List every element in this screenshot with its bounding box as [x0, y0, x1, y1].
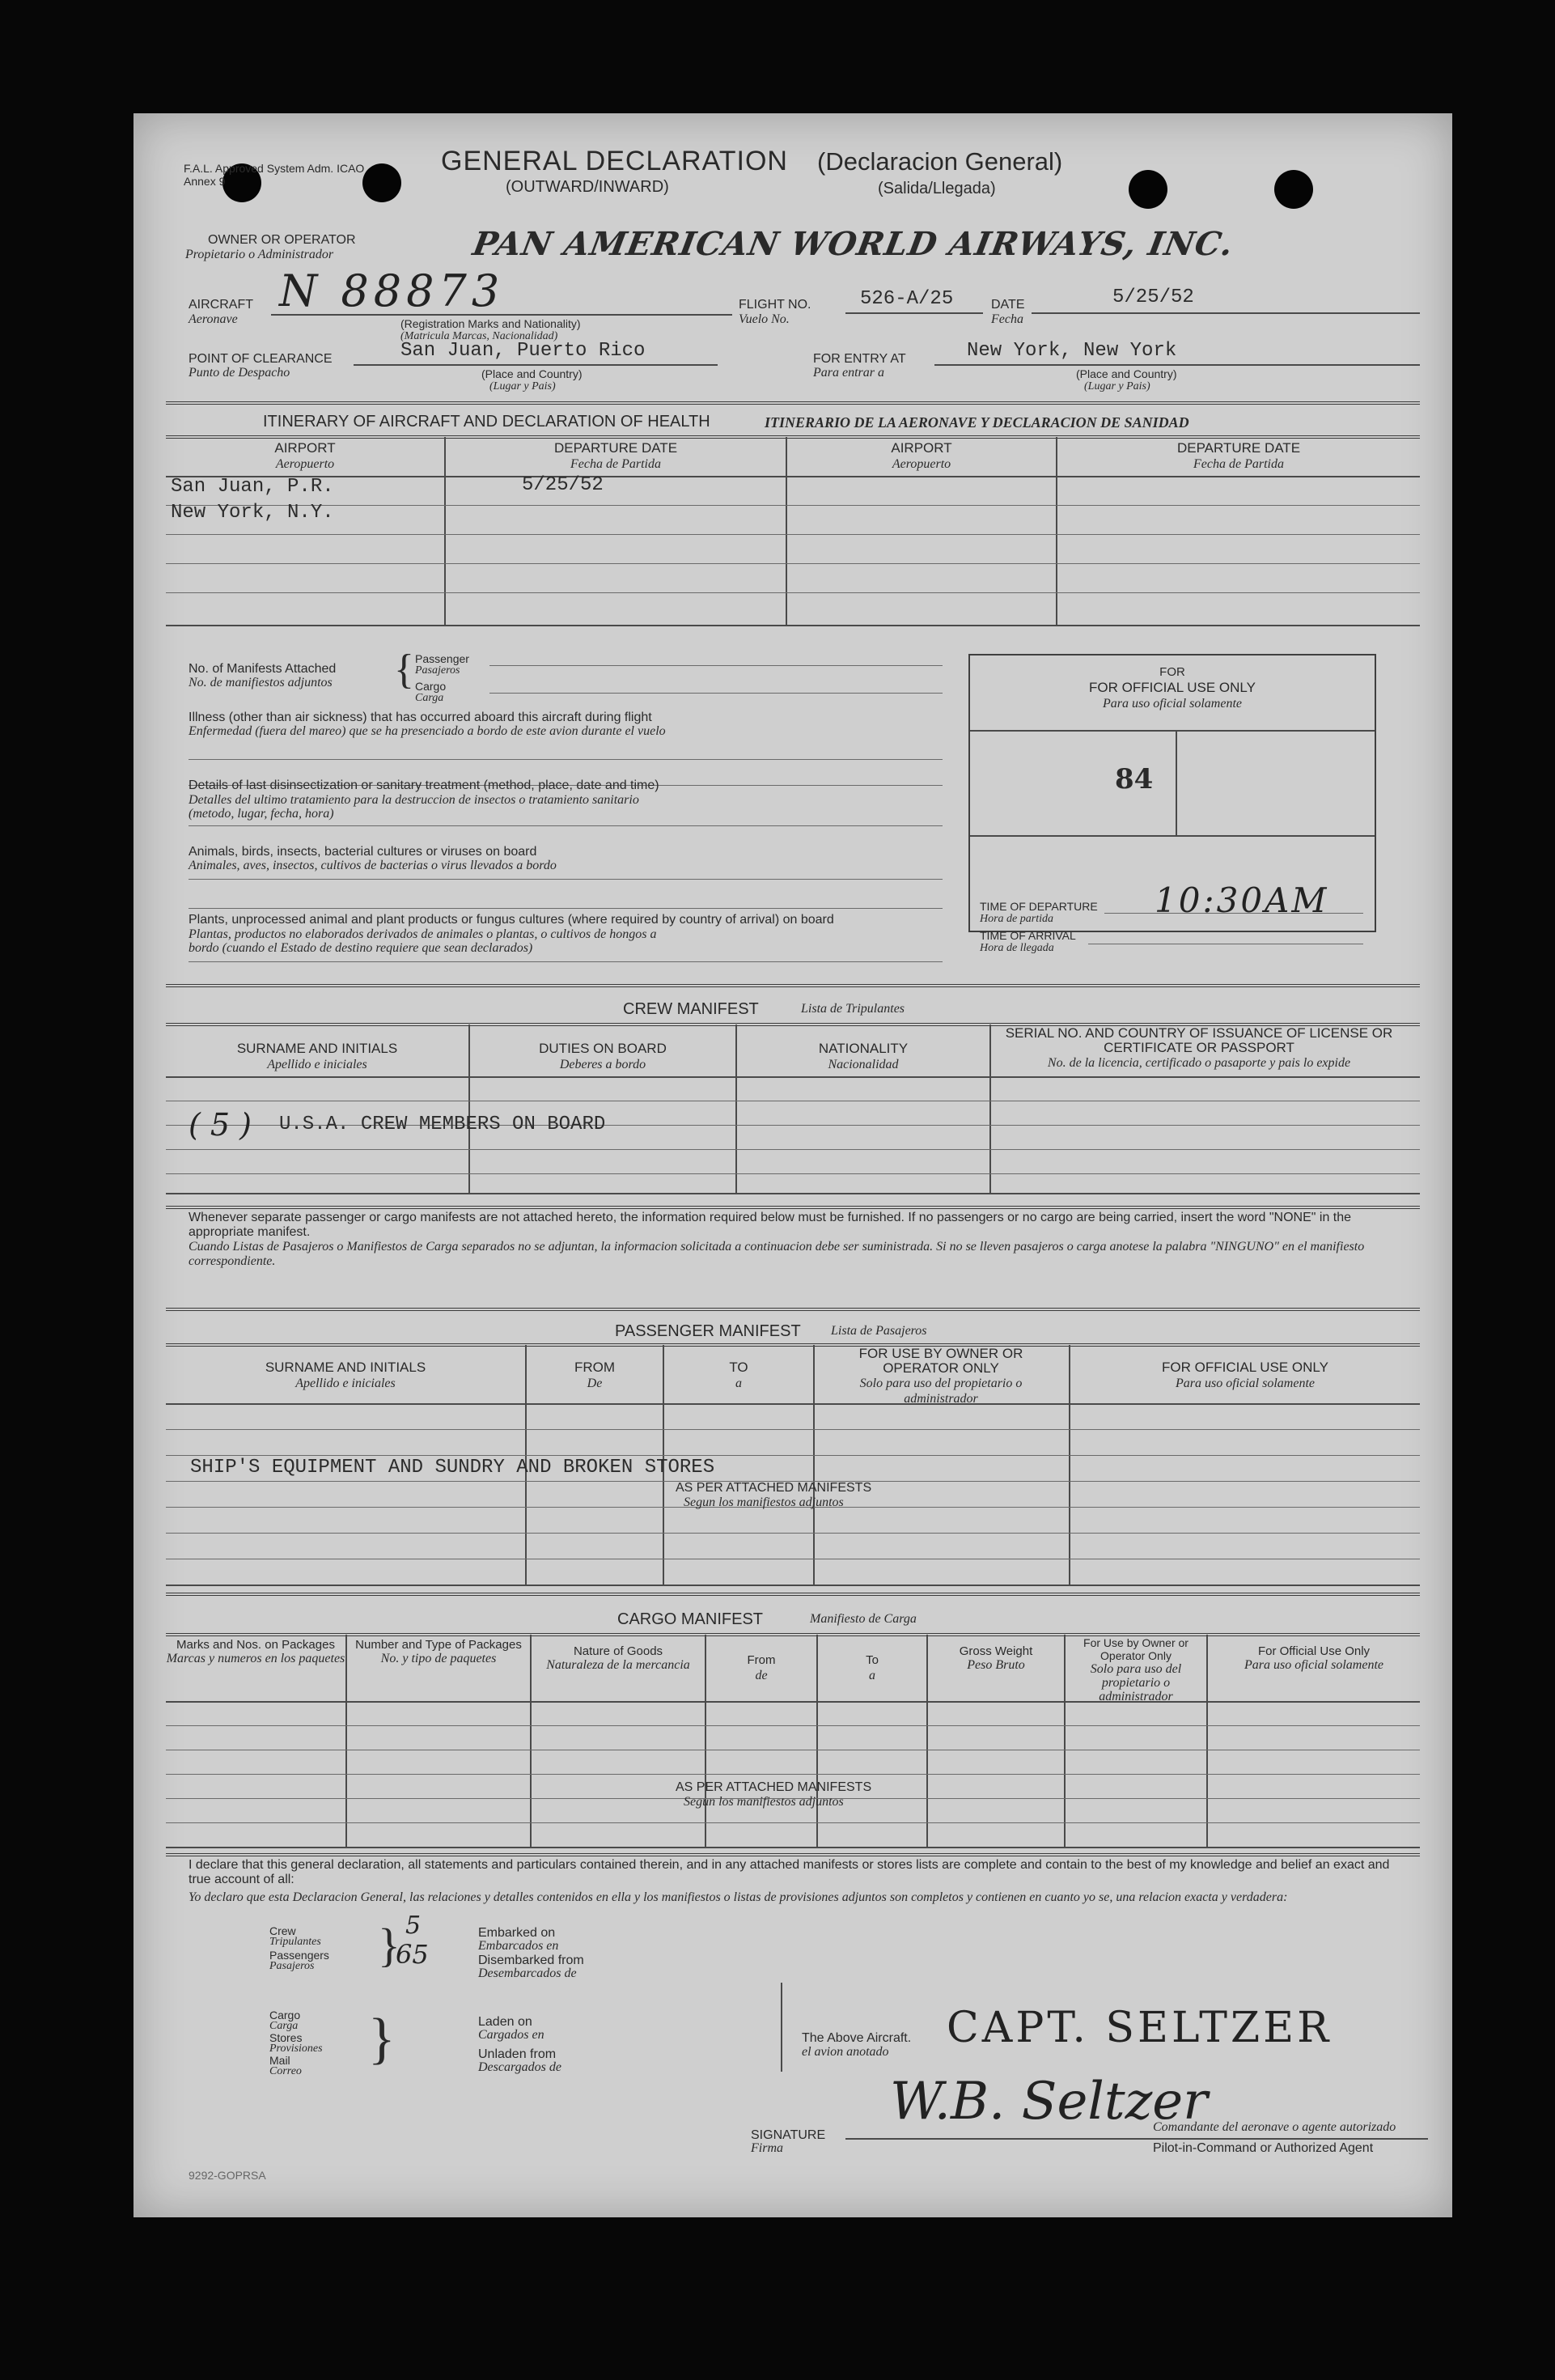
mail-label: Mail [269, 2054, 290, 2067]
passenger-col-from: FROM De [574, 1360, 616, 1390]
declaration-es: Yo declaro que esta Declaracion General, las relaciones y detalles contenidos en ella y los manifiestos o listas de provisiones adjuntos son completos y contienen en cuanto yo se, una relacion exacta y verdadera: [189, 1890, 1288, 1904]
operator-label: OWNER OR OPERATOR [208, 233, 356, 247]
passenger-col-official: FOR OFFICIAL USE ONLY Para uso oficial solamente [1162, 1360, 1328, 1390]
signature-label: SIGNATURE [751, 2128, 826, 2142]
cargo-col-marks: Marks and Nos. on Packages Marcas y numeros en los paquetes [166, 1638, 345, 1665]
disembarked-label-es: Desembarcados de [478, 1966, 577, 1980]
cargo-title: CARGO MANIFEST [617, 1610, 764, 1628]
cargo-col-packages: Number and Type of Packages No. y tipo de paquetes [355, 1638, 522, 1665]
itinerary-col-airport-2: AIRPORT Aeropuerto [891, 440, 952, 471]
flight-label: FLIGHT NO. [739, 298, 811, 312]
itinerary-col-date-1: DEPARTURE DATE Fecha de Partida [553, 440, 678, 471]
passenger-col-name: SURNAME AND INITIALS Apellido e iniciales [265, 1360, 426, 1390]
mail-label-es: Correo [269, 2065, 302, 2077]
stores-label: Stores [269, 2031, 303, 2044]
cargo-attached: AS PER ATTACHED MANIFESTS [676, 1780, 872, 1794]
passengers-decl-label-es: Pasajeros [269, 1960, 315, 1972]
itinerary-col-date-2: DEPARTURE DATE Fecha de Partida [1176, 440, 1301, 471]
cargo-attached-es: Segun los manifiestos adjuntos [684, 1795, 844, 1809]
cargo-col-owner: For Use by Owner or Operator Only Solo para uso del propietario o administrador [1083, 1636, 1188, 1703]
passenger-entry: SHIP'S EQUIPMENT AND SUNDRY AND BROKEN STORES [190, 1457, 715, 1478]
passenger-col-owner: FOR USE BY OWNER OR OPERATOR ONLY Solo para uso del propietario o administrador [858, 1346, 1023, 1406]
clearance-label-es: Punto de Despacho [189, 366, 290, 380]
passenger-title-es: Lista de Pasajeros [831, 1324, 927, 1338]
clearance-value: San Juan, Puerto Rico [400, 340, 646, 362]
commander-label: Pilot-in-Command or Authorized Agent [1153, 2141, 1374, 2155]
form-subtitle: (OUTWARD/INWARD) [506, 178, 669, 196]
manifests-label-es: No. de manifiestos adjuntos [189, 676, 333, 689]
passenger-col-to: TO a [729, 1360, 748, 1390]
crew-entry: U.S.A. CREW MEMBERS ON BOARD [279, 1114, 606, 1135]
animals-label: Animals, birds, insects, bacterial cultures or viruses on board [189, 845, 537, 859]
cargo-col-goods: Nature of Goods Naturaleza de la mercancia [546, 1644, 690, 1672]
aircraft-label-es: Aeronave [189, 312, 238, 326]
aircraft-sub: (Registration Marks and Nationality) [400, 317, 581, 330]
entry-sub-es: (Lugar y Pais) [1084, 380, 1150, 392]
aircraft-registration: N 88873 [279, 265, 505, 316]
manifests-label: No. of Manifests Attached [189, 662, 337, 676]
signature: W.B. Seltzer [890, 2072, 1208, 2132]
unladen-label: Unladen from [478, 2047, 557, 2061]
form-number: 9292-GOPRSA [189, 2169, 266, 2182]
crew-col-name: SURNAME AND INITIALS Apellido e iniciales [236, 1041, 398, 1071]
cargo-title-es: Manifiesto de Carga [810, 1612, 917, 1626]
animals-label-es: Animales, aves, insectos, cultivos de bacterias o virus llevados a bordo [189, 859, 557, 872]
illness-label-es: Enfermedad (fuera del mareo) que se ha presenciado a bordo de este avion durante el vuelo [189, 724, 666, 738]
crew-label: Crew [269, 1924, 296, 1937]
cargo-label: Cargo [415, 680, 447, 693]
departure-time-label-es: Hora de partida [980, 913, 1053, 925]
form-title: GENERAL DECLARATION [441, 146, 788, 176]
entry-label: FOR ENTRY AT [813, 352, 906, 366]
commander-label-es: Comandante del aeronave o agente autorizado [1153, 2120, 1396, 2134]
cargo-col-to: To a [866, 1653, 879, 1682]
captain-name: CAPT. SELTZER [947, 2004, 1333, 2052]
entry-label-es: Para entrar a [813, 366, 884, 380]
itinerary-title-es: ITINERARIO DE LA AERONAVE Y DECLARACION DE SANIDAD [765, 414, 1189, 431]
disembarked-label: Disembarked from [478, 1954, 584, 1967]
crew-col-nationality: NATIONALITY Nacionalidad [818, 1041, 909, 1071]
itinerary-airport-2: New York, N.Y. [171, 502, 334, 524]
date-label-es: Fecha [991, 312, 1023, 326]
embarked-label: Embarked on [478, 1926, 556, 1940]
embarked-label-es: Embarcados en [478, 1939, 559, 1953]
declaration-en: I declare that this general declaration, all statements and particulars contained therein, and in any attached manifests or stores lists are complete and contain to the best of my knowledge and belief an exact and true account of all: [189, 1858, 1390, 1886]
form-subtitle-es: (Salida/Llegada) [878, 180, 996, 197]
plants-label-es: Plantas, productos no elaborados derivados de animales o plantas, o cultivos de hongos a [189, 927, 657, 941]
crew-label-es: Tripulantes [269, 1936, 321, 1948]
punch-hole [1129, 170, 1167, 209]
flight-number: 526-A/25 [860, 288, 954, 310]
notice-en: Whenever separate passenger or cargo manifests are not attached hereto, the information required below must be furnished. If no passengers or no cargo are being carried, insert the word "NONE" in the appropriate manifest. [189, 1211, 1352, 1239]
plants-label-es2: bordo (cuando el Estado de destino requiere que sean declarados) [189, 941, 533, 955]
cargo-col-official: For Official Use Only Para uso oficial solamente [1244, 1644, 1383, 1672]
clearance-sub: (Place and Country) [481, 367, 583, 380]
disinsect-label-es: Detalles del ultimo tratamiento para la destruccion de insectos o tratamiento sanitario [189, 793, 639, 807]
form-title-es: (Declaracion General) [817, 147, 1063, 176]
signature-label-es: Firma [751, 2141, 783, 2155]
stores-label-es: Provisiones [269, 2043, 323, 2055]
cargo-decl-label: Cargo [269, 2009, 301, 2022]
passenger-attached: AS PER ATTACHED MANIFESTS [676, 1481, 872, 1495]
aircraft-decl-label: The Above Aircraft. [802, 2031, 912, 2045]
date-value: 5/25/52 [1112, 286, 1194, 308]
date-label: DATE [991, 298, 1025, 312]
operator-name: PAN AMERICAN WORLD AIRWAYS, INC. [469, 225, 1237, 263]
punch-hole [1274, 170, 1313, 209]
passengers-label-es: Pasajeros [415, 664, 460, 677]
crew-decl-value: 5 [405, 1911, 422, 1940]
regulation-note: F.A.L. Approved System Adm. ICAO Annex 9 [184, 162, 365, 188]
crew-col-duties: DUTIES ON BOARD Deberes a bordo [539, 1041, 667, 1071]
departure-time-label: TIME OF DEPARTURE [980, 900, 1098, 913]
official-use-title: FOR FOR OFFICIAL USE ONLY Para uso oficial solamente [1089, 665, 1256, 711]
passenger-title: PASSENGER MANIFEST [615, 1322, 801, 1340]
crew-title-es: Lista de Tripulantes [801, 1002, 905, 1016]
itinerary-airport-1: San Juan, P.R. [171, 476, 334, 498]
disinsect-label: Details of last disinsectization or sanitary treatment (method, place, date and time) [189, 778, 659, 792]
clearance-label: POINT OF CLEARANCE [189, 352, 333, 366]
aircraft-decl-label-es: el avion anotado [802, 2045, 889, 2059]
notice-es: Cuando Listas de Pasajeros o Manifiestos de Carga separados no se adjuntan, la informacion solicitada a continuacion debe ser suministrada. Si no se lleven pasajeros o carga anotese la palabra "NINGUNO" en el manifiesto correspondiente. [189, 1240, 1365, 1268]
laden-label: Laden on [478, 2015, 532, 2029]
crew-col-license: SERIAL NO. AND COUNTRY OF ISSUANCE OF LICENSE OR CERTIFICATE OR PASSPORT No. de la licencia, certificado o pasaporte y pais lo expide [1005, 1025, 1393, 1070]
cargo-col-from: From de [747, 1653, 776, 1682]
crew-title: CREW MANIFEST [623, 1000, 759, 1018]
plants-label: Plants, unprocessed animal and plant products or fungus cultures (where required by country of arrival) on board [189, 913, 834, 927]
entry-value: New York, New York [967, 340, 1177, 362]
itinerary-title: ITINERARY OF AIRCRAFT AND DECLARATION OF HEALTH [263, 413, 710, 431]
entry-sub: (Place and Country) [1076, 367, 1177, 380]
passenger-attached-es: Segun los manifiestos adjuntos [684, 1495, 844, 1509]
passengers-label: Passenger [415, 652, 469, 665]
crew-count: ( 5 ) [189, 1107, 252, 1143]
aircraft-sub-es: (Matricula Marcas, Nacionalidad) [400, 330, 558, 342]
disinsect-label-es2: (metodo, lugar, fecha, hora) [189, 807, 334, 821]
arrival-time-label: TIME OF ARRIVAL [980, 929, 1076, 942]
cargo-label-es: Carga [415, 692, 444, 704]
aircraft-label: AIRCRAFT [189, 298, 253, 312]
illness-label: Illness (other than air sickness) that has occurred aboard this aircraft during flight [189, 711, 652, 724]
official-stamp: 84 [1115, 763, 1154, 795]
clearance-sub-es: (Lugar y Pais) [489, 380, 556, 392]
flight-label-es: Vuelo No. [739, 312, 790, 326]
cargo-decl-label-es: Carga [269, 2020, 299, 2032]
departure-time-value: 10:30AM [1155, 880, 1329, 920]
declaration-form: F.A.L. Approved System Adm. ICAO Annex 9 GENERAL DECLARATION (OUTWARD/INWARD) (Declaracion General) (Salida/Llegada) OWNER OR OPERATOR Propietario o Administrador PAN AMERICAN WORLD AIRWAYS, INC. AIRCRAFT Aeronave N 88873 (Registration Marks and Nationality) (Matricula Marcas, Nacionalidad) FLIGHT NO. Vuelo No. 526-A/25 DATE Fecha 5/25/52 POINT OF CLEARANCE Punto de Despacho San Juan, Puerto Rico (Place and Country) (Lugar y Pais) FOR ENTRY AT Para entrar a New York, New York (Place and Country) (Lugar y Pais) ITINERARY OF AIRCRAFT AND DECLARATION OF HEALTH ITINERARIO DE LA AERONAVE Y DECLARACION DE SANIDAD AIRPORT Aeropuerto DEPARTURE DATE Fecha de Partida AIRPORT Aeropuerto DEPARTURE DATE Fecha de Partida San Juan, P.R. 5/25/52 New York, N.Y. No. of Manifests Attached No. de manifiestos adjuntos { Passenger Pasajeros Cargo Carga Illness (other than air sickness) that has occurred aboard this aircraft during flight Enfermedad (fuera del mareo) que se ha presenciado a bordo de este avion durante el vuelo Details of last disinsectization or sanitary treatment (method, place, date and time) Detalles del ultimo tratamiento para la destruccion de insectos o tratamiento sanitario (metodo, lugar, fecha, hora) Animals, birds, insects, bacterial cultures or viruses on board Animales, aves, insectos, cultivos de bacterias o virus llevados a bordo Plants, unprocessed animal and plant products or fungus cultures (where required by country of arrival) on board Plantas, productos no elaborados derivados de animales o plantas, o cultivos de hongos a bordo (cuando el Estado de destino requiere que sean declarados) FOR FOR OFFICIAL USE ONLY Para uso oficial solamente 84 TIME OF DEPARTURE Hora de partida 10:30AM TIME OF ARRIVAL Hora de llegada CREW MANIFEST Lista de Tripulantes SURNAME AND INITIALS Apellido e iniciales DUTIES ON BOARD Deberes a bordo NATIONALITY Nacionalidad SERIAL NO. AND COUNTRY OF ISSUANCE OF LICENSE OR CERTIFICATE OR PASSPORT No. de la licencia, certificado o pasaporte y pais lo expide ( 5 ) U.S.A. CREW MEMBERS ON BOARD Whenever separate passenger or cargo manifests are not attached hereto, the information required below must be furnished. If no passengers or no cargo are being carried, insert the word "NONE" in the appropriate manifest. Cuando Listas de Pasajeros o Manifiestos de Carga separados no se adjuntan, la informacion solicitada a continuacion debe ser suministrada. Si no se lleven pasajeros o carga anotese la palabra "NINGUNO" en el manifiesto correspondiente. PASSENGER MANIFEST Lista de Pasajeros SURNAME AND INITIALS Apellido e iniciales FROM De TO a FOR USE BY OWNER OR OPERATOR ONLY Solo para uso del propietario o administrador FOR OFFICIAL USE ONLY Para uso oficial solamente SHIP'S EQUIPMENT AND SUNDRY AND BROKEN STORES AS PER ATTACHED MANIFESTS Segun los manifiestos adjuntos CARGO MANIFEST Manifiesto de Carga Marks and Nos. on Packages Marcas y numeros en los paquetes Number and Type of Packages No. y tipo de paquetes Nature of Goods Naturaleza de la mercancia From de To a Gross Weight Peso Bruto For Use by Owner or Operator Only Solo para uso del propietario o administrador For Official Use Only Para uso oficial solamente AS PER ATTACHED MANIFESTS Segun los manifiestos adjuntos I declare that this general declaration, all statements and particulars contained therein, and in any attached manifests or stores lists are complete and contain to the best of my knowledge and belief an exact and true account of all: Yo declaro que esta Declaracion General, las relaciones y detalles contenidos en ella y los manifiestos o listas de provisiones adjuntos son completos y contienen en cuanto yo se, una relacion exacta y verdadera: Crew Tripulantes Passengers Pasajeros } 5 65 Embarked on Embarcados en Disembarked from Desembarcados de Cargo Carga Stores Provisiones Mail Correo } Laden on Cargados en Unladen from Descargados de The Above Aircraft. el avion anotado CAPT. SELTZER W.B. Seltzer SIGNATURE Firma Comandante del aeronave o agente autorizado Pilot-in-Command or Authorized Agent 9292-GOPRSA [133, 113, 1452, 2217]
itinerary-col-airport-1: AIRPORT Aeropuerto [274, 440, 336, 471]
itinerary-date-1: 5/25/52 [522, 474, 604, 496]
cargo-col-weight: Gross Weight Peso Bruto [959, 1644, 1033, 1672]
passengers-decl-label: Passengers [269, 1949, 329, 1962]
unladen-label-es: Descargados de [478, 2060, 561, 2074]
arrival-time-label-es: Hora de llegada [980, 942, 1054, 954]
operator-label-es: Propietario o Administrador [185, 248, 334, 261]
laden-label-es: Cargados en [478, 2028, 544, 2042]
passengers-decl-value: 65 [396, 1939, 429, 1970]
